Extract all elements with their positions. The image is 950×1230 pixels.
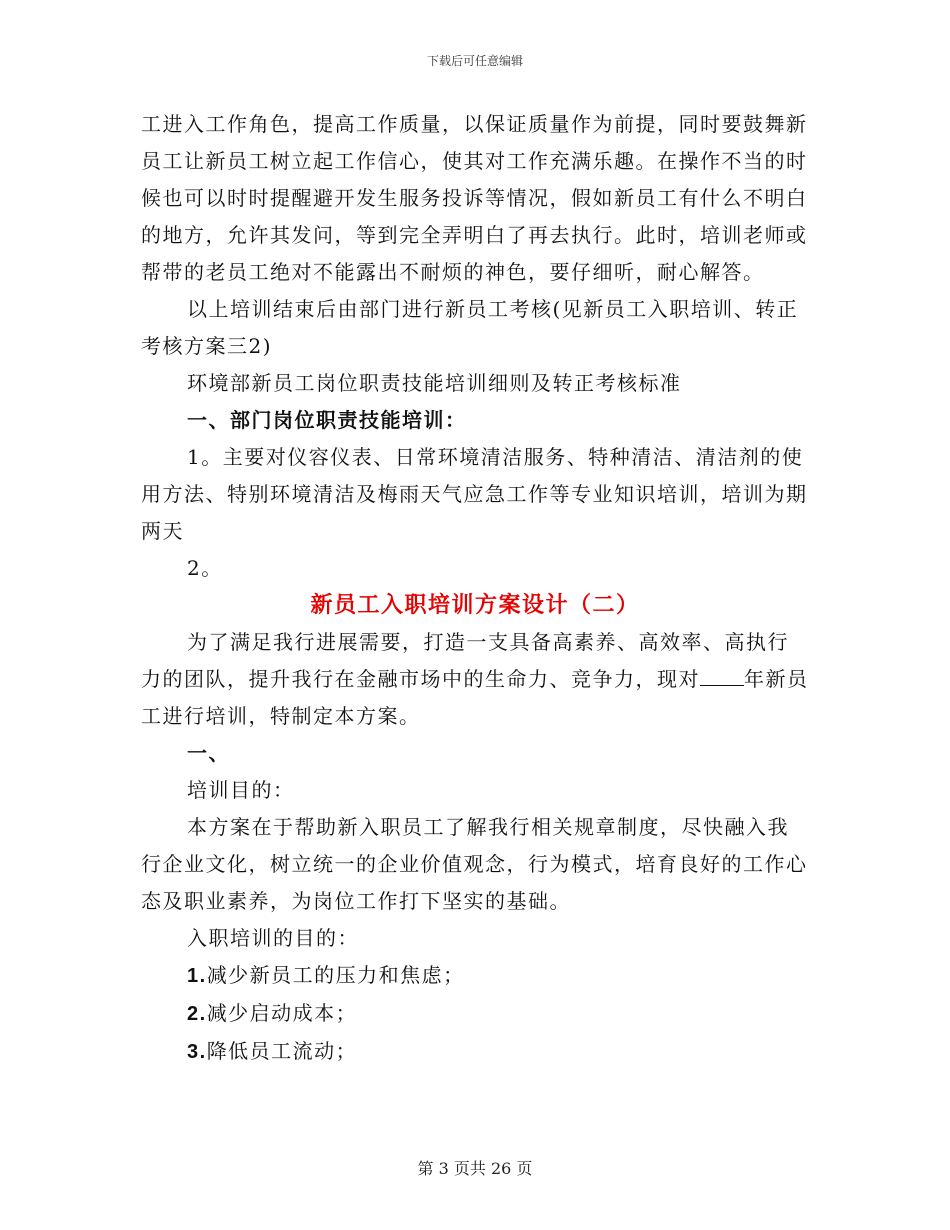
paragraph: 培训目的： xyxy=(187,778,295,802)
paragraph: 1。主要对仪容仪表、日常环境清洁服务、特种清洁、清洁剂的使用方法、特别环境清洁及梅雨天气应急工作等专业知识培训，培训为期两天 xyxy=(141,445,808,543)
list-item xyxy=(141,995,809,1033)
section-heading: 一、 xyxy=(187,741,230,765)
list-text: 减少启动成本； xyxy=(206,1001,358,1025)
section-title: 新员工入职培训方案设计（二） xyxy=(310,592,640,618)
list-text: 降低员工流动； xyxy=(206,1039,358,1063)
paragraph: 工进入工作角色，提高工作质量，以保证质量作为前提，同时要鼓舞新员工让新员工树立起工作信心，使其对工作充满乐趣。在操作不当的时候也可以时时提醒避开发生服务投诉等情况，假如新员工有什么不明白的地方，允许其发问，等到完全弄明白了再去执行。此时，培训老师或帮带的老员工绝对不能露出不耐烦的神色，要仔细听，耐心解答。 xyxy=(141,112,808,284)
page-footer: 第 3 页共 26 页 xyxy=(417,1159,533,1178)
paragraph: 环境部新员工岗位职责技能培训细则及转正考核标准 xyxy=(187,371,682,395)
list-text: 减少新员工的压力和焦虑； xyxy=(206,963,465,987)
list-item xyxy=(141,1033,809,1071)
paragraph: 以上培训结束后由部门进行新员工考核(见新员工入职培训、转正考核方案三2) xyxy=(141,297,799,358)
paragraph-text: 为了满足我行进展需要，打造一支具备高素养、高效率、高执行力的团队，提升我行在金融市场中的生命力、竞争力，现对 xyxy=(141,630,789,691)
paragraph-text: 年新员工进行培训，特制定本方案。 xyxy=(141,667,809,728)
page-header: 下载后可任意编辑 xyxy=(426,54,523,68)
paragraph: 入职培训的目的： xyxy=(187,926,359,950)
paragraph: 本方案在于帮助新入职员工了解我行相关规章制度，尽快融入我行企业文化，树立统一的企业价值观念，行为模式，培育良好的工作心态及职业素养，为岗位工作打下坚实的基础。 xyxy=(141,815,808,913)
section-heading: 一、部门岗位职责技能培训： xyxy=(187,408,467,432)
list-number: 1. xyxy=(187,965,207,987)
document-body xyxy=(141,106,809,1071)
fill-in-blank xyxy=(700,667,744,686)
list-number: 3. xyxy=(187,1041,207,1063)
list-item xyxy=(141,957,809,995)
paragraph xyxy=(141,624,809,735)
paragraph: 2。 xyxy=(187,556,223,580)
list-number: 2. xyxy=(187,1003,207,1025)
